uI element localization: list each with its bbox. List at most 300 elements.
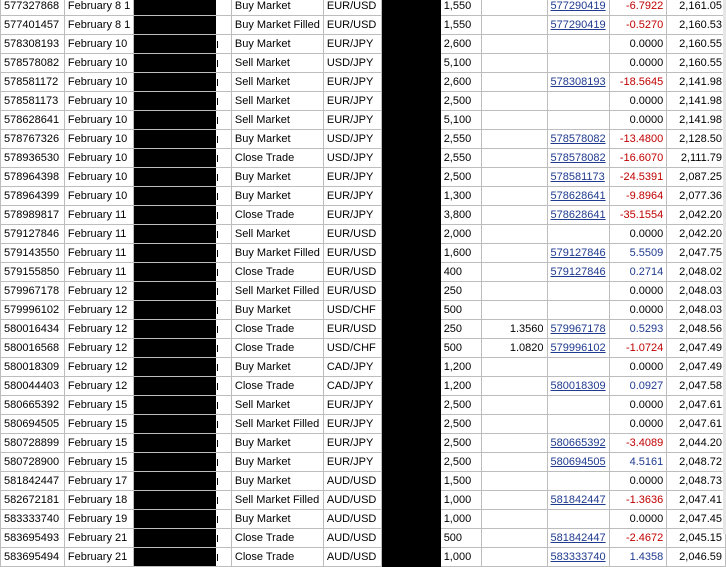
price-cell[interactable] bbox=[482, 282, 547, 301]
pair-cell[interactable]: AUD/USD bbox=[323, 472, 381, 491]
size-cell[interactable]: 1,000 bbox=[440, 510, 482, 529]
price-cell[interactable] bbox=[482, 187, 547, 206]
size-cell[interactable]: 2,600 bbox=[440, 35, 482, 54]
redacted-cell[interactable] bbox=[381, 301, 440, 320]
action-cell[interactable]: Buy Market bbox=[231, 358, 323, 377]
size-cell[interactable]: 1,200 bbox=[440, 358, 482, 377]
pair-cell[interactable]: EUR/USD bbox=[323, 0, 381, 16]
reference-cell[interactable] bbox=[547, 54, 610, 73]
redacted-cell[interactable] bbox=[381, 472, 440, 491]
order-id-cell[interactable]: 578936530 bbox=[1, 149, 65, 168]
balance-cell[interactable]: 2,047.49 bbox=[667, 358, 726, 377]
profit-loss-cell[interactable]: 0.0000 bbox=[610, 415, 667, 434]
action-cell[interactable]: Buy Market bbox=[231, 130, 323, 149]
action-cell[interactable]: Sell Market bbox=[231, 225, 323, 244]
profit-loss-cell[interactable]: -35.1554 bbox=[610, 206, 667, 225]
action-cell[interactable]: Buy Market bbox=[231, 434, 323, 453]
date-cell[interactable]: February 10 bbox=[64, 35, 133, 54]
table-row[interactable] bbox=[1, 244, 726, 263]
redacted-cell[interactable] bbox=[381, 149, 440, 168]
size-cell[interactable]: 1,000 bbox=[440, 491, 482, 510]
profit-loss-cell[interactable]: -16.6070 bbox=[610, 149, 667, 168]
table-row[interactable] bbox=[1, 35, 726, 54]
action-cell[interactable]: Buy Market bbox=[231, 472, 323, 491]
redacted-cell[interactable] bbox=[134, 225, 232, 244]
profit-loss-cell[interactable]: 0.0000 bbox=[610, 282, 667, 301]
action-cell[interactable]: Sell Market bbox=[231, 111, 323, 130]
pair-cell[interactable]: EUR/JPY bbox=[323, 206, 381, 225]
profit-loss-cell[interactable]: 1.4358 bbox=[610, 548, 667, 567]
pair-cell[interactable]: USD/CHF bbox=[323, 339, 381, 358]
redacted-cell[interactable] bbox=[134, 415, 232, 434]
profit-loss-cell[interactable]: 0.0927 bbox=[610, 377, 667, 396]
redacted-cell[interactable] bbox=[381, 415, 440, 434]
size-cell[interactable]: 5,100 bbox=[440, 111, 482, 130]
table-row[interactable] bbox=[1, 301, 726, 320]
order-id-cell[interactable]: 577327868 bbox=[1, 0, 65, 16]
profit-loss-cell[interactable]: 0.0000 bbox=[610, 510, 667, 529]
redacted-cell[interactable] bbox=[134, 206, 232, 225]
balance-cell[interactable]: 2,141.98 bbox=[667, 92, 726, 111]
profit-loss-cell[interactable]: 0.5293 bbox=[610, 320, 667, 339]
pair-cell[interactable]: EUR/JPY bbox=[323, 415, 381, 434]
profit-loss-cell[interactable]: 0.0000 bbox=[610, 92, 667, 111]
reference-cell[interactable]: 577290419 bbox=[547, 16, 610, 35]
price-cell[interactable] bbox=[482, 377, 547, 396]
balance-cell[interactable]: 2,047.61 bbox=[667, 396, 726, 415]
redacted-cell[interactable] bbox=[134, 54, 232, 73]
size-cell[interactable]: 500 bbox=[440, 301, 482, 320]
price-cell[interactable] bbox=[482, 510, 547, 529]
order-id-cell[interactable]: 579155850 bbox=[1, 263, 65, 282]
price-cell[interactable] bbox=[482, 453, 547, 472]
date-cell[interactable]: February 10 bbox=[64, 130, 133, 149]
price-cell[interactable] bbox=[482, 168, 547, 187]
date-cell[interactable]: February 11 bbox=[64, 225, 133, 244]
profit-loss-cell[interactable]: 0.0000 bbox=[610, 54, 667, 73]
reference-cell[interactable]: 579127846 bbox=[547, 244, 610, 263]
table-row[interactable] bbox=[1, 149, 726, 168]
size-cell[interactable]: 1,600 bbox=[440, 244, 482, 263]
date-cell[interactable]: February 12 bbox=[64, 377, 133, 396]
profit-loss-cell[interactable]: 0.0000 bbox=[610, 472, 667, 491]
balance-cell[interactable]: 2,048.56 bbox=[667, 320, 726, 339]
redacted-cell[interactable] bbox=[381, 225, 440, 244]
reference-cell[interactable]: 578581173 bbox=[547, 168, 610, 187]
size-cell[interactable]: 2,600 bbox=[440, 73, 482, 92]
size-cell[interactable]: 1,200 bbox=[440, 377, 482, 396]
redacted-cell[interactable] bbox=[134, 16, 232, 35]
table-row[interactable] bbox=[1, 168, 726, 187]
redacted-cell[interactable] bbox=[381, 434, 440, 453]
redacted-cell[interactable] bbox=[381, 491, 440, 510]
table-row[interactable] bbox=[1, 206, 726, 225]
date-cell[interactable]: February 19 bbox=[64, 510, 133, 529]
action-cell[interactable]: Sell Market bbox=[231, 92, 323, 111]
price-cell[interactable] bbox=[482, 16, 547, 35]
size-cell[interactable]: 2,500 bbox=[440, 168, 482, 187]
pair-cell[interactable]: EUR/JPY bbox=[323, 168, 381, 187]
size-cell[interactable]: 2,500 bbox=[440, 396, 482, 415]
order-id-cell[interactable]: 578964398 bbox=[1, 168, 65, 187]
balance-cell[interactable]: 2,042.20 bbox=[667, 206, 726, 225]
reference-cell[interactable]: 578628641 bbox=[547, 206, 610, 225]
table-row[interactable] bbox=[1, 282, 726, 301]
table-row[interactable] bbox=[1, 472, 726, 491]
table-row[interactable] bbox=[1, 510, 726, 529]
order-id-cell[interactable]: 581842447 bbox=[1, 472, 65, 491]
balance-cell[interactable]: 2,047.49 bbox=[667, 339, 726, 358]
action-cell[interactable]: Close Trade bbox=[231, 206, 323, 225]
balance-cell[interactable]: 2,047.58 bbox=[667, 377, 726, 396]
price-cell[interactable] bbox=[482, 130, 547, 149]
table-row[interactable] bbox=[1, 453, 726, 472]
reference-cell[interactable]: 579967178 bbox=[547, 320, 610, 339]
balance-cell[interactable]: 2,047.41 bbox=[667, 491, 726, 510]
date-cell[interactable]: February 12 bbox=[64, 282, 133, 301]
date-cell[interactable]: February 10 bbox=[64, 92, 133, 111]
table-row[interactable] bbox=[1, 377, 726, 396]
redacted-cell[interactable] bbox=[381, 396, 440, 415]
table-row[interactable] bbox=[1, 491, 726, 510]
redacted-cell[interactable] bbox=[134, 73, 232, 92]
profit-loss-cell[interactable]: 0.0000 bbox=[610, 358, 667, 377]
reference-cell[interactable] bbox=[547, 415, 610, 434]
reference-cell[interactable] bbox=[547, 472, 610, 491]
redacted-cell[interactable] bbox=[381, 510, 440, 529]
profit-loss-cell[interactable]: -1.0724 bbox=[610, 339, 667, 358]
size-cell[interactable]: 1,500 bbox=[440, 472, 482, 491]
table-row[interactable] bbox=[1, 396, 726, 415]
table-row[interactable] bbox=[1, 16, 726, 35]
profit-loss-cell[interactable]: -24.5391 bbox=[610, 168, 667, 187]
size-cell[interactable]: 2,550 bbox=[440, 149, 482, 168]
order-id-cell[interactable]: 580016434 bbox=[1, 320, 65, 339]
reference-cell[interactable]: 578308193 bbox=[547, 73, 610, 92]
reference-cell[interactable]: 578578082 bbox=[547, 149, 610, 168]
order-id-cell[interactable]: 578989817 bbox=[1, 206, 65, 225]
price-cell[interactable] bbox=[482, 301, 547, 320]
balance-cell[interactable]: 2,087.25 bbox=[667, 168, 726, 187]
action-cell[interactable]: Close Trade bbox=[231, 263, 323, 282]
redacted-cell[interactable] bbox=[381, 548, 440, 567]
profit-loss-cell[interactable]: -3.4089 bbox=[610, 434, 667, 453]
balance-cell[interactable]: 2,077.36 bbox=[667, 187, 726, 206]
pair-cell[interactable]: EUR/JPY bbox=[323, 453, 381, 472]
redacted-cell[interactable] bbox=[134, 453, 232, 472]
action-cell[interactable]: Close Trade bbox=[231, 548, 323, 567]
size-cell[interactable]: 500 bbox=[440, 529, 482, 548]
date-cell[interactable]: February 10 bbox=[64, 168, 133, 187]
table-row[interactable] bbox=[1, 225, 726, 244]
action-cell[interactable]: Sell Market Filled bbox=[231, 415, 323, 434]
action-cell[interactable]: Buy Market Filled bbox=[231, 16, 323, 35]
pair-cell[interactable]: EUR/JPY bbox=[323, 92, 381, 111]
price-cell[interactable]: 1.0820 bbox=[482, 339, 547, 358]
reference-cell[interactable]: 580694505 bbox=[547, 453, 610, 472]
balance-cell[interactable]: 2,048.03 bbox=[667, 301, 726, 320]
profit-loss-cell[interactable]: 0.0000 bbox=[610, 225, 667, 244]
order-id-cell[interactable]: 579143550 bbox=[1, 244, 65, 263]
redacted-cell[interactable] bbox=[134, 548, 232, 567]
reference-cell[interactable] bbox=[547, 111, 610, 130]
redacted-cell[interactable] bbox=[134, 339, 232, 358]
order-id-cell[interactable]: 580044403 bbox=[1, 377, 65, 396]
profit-loss-cell[interactable]: 0.0000 bbox=[610, 301, 667, 320]
order-id-cell[interactable]: 578581173 bbox=[1, 92, 65, 111]
redacted-cell[interactable] bbox=[134, 130, 232, 149]
pair-cell[interactable]: AUD/USD bbox=[323, 529, 381, 548]
redacted-cell[interactable] bbox=[134, 92, 232, 111]
date-cell[interactable]: February 10 bbox=[64, 111, 133, 130]
action-cell[interactable]: Sell Market bbox=[231, 396, 323, 415]
price-cell[interactable] bbox=[482, 415, 547, 434]
redacted-cell[interactable] bbox=[381, 168, 440, 187]
pair-cell[interactable]: EUR/USD bbox=[323, 320, 381, 339]
balance-cell[interactable]: 2,141.98 bbox=[667, 73, 726, 92]
profit-loss-cell[interactable]: 0.0000 bbox=[610, 396, 667, 415]
price-cell[interactable]: 1.3560 bbox=[482, 320, 547, 339]
pair-cell[interactable]: EUR/JPY bbox=[323, 73, 381, 92]
action-cell[interactable]: Sell Market Filled bbox=[231, 282, 323, 301]
pair-cell[interactable]: USD/JPY bbox=[323, 54, 381, 73]
redacted-cell[interactable] bbox=[134, 510, 232, 529]
redacted-cell[interactable] bbox=[134, 149, 232, 168]
balance-cell[interactable]: 2,048.02 bbox=[667, 263, 726, 282]
pair-cell[interactable]: EUR/USD bbox=[323, 282, 381, 301]
redacted-cell[interactable] bbox=[134, 244, 232, 263]
date-cell[interactable]: February 10 bbox=[64, 187, 133, 206]
price-cell[interactable] bbox=[482, 54, 547, 73]
pair-cell[interactable]: EUR/USD bbox=[323, 16, 381, 35]
balance-cell[interactable]: 2,042.20 bbox=[667, 225, 726, 244]
table-row[interactable] bbox=[1, 529, 726, 548]
date-cell[interactable]: February 11 bbox=[64, 206, 133, 225]
profit-loss-cell[interactable]: 4.5161 bbox=[610, 453, 667, 472]
profit-loss-cell[interactable]: 0.0000 bbox=[610, 111, 667, 130]
pair-cell[interactable]: EUR/JPY bbox=[323, 434, 381, 453]
redacted-cell[interactable] bbox=[381, 358, 440, 377]
balance-cell[interactable]: 2,141.98 bbox=[667, 111, 726, 130]
redacted-cell[interactable] bbox=[134, 111, 232, 130]
order-id-cell[interactable]: 580728900 bbox=[1, 453, 65, 472]
reference-cell[interactable]: 577290419 bbox=[547, 0, 610, 16]
date-cell[interactable]: February 11 bbox=[64, 263, 133, 282]
price-cell[interactable] bbox=[482, 225, 547, 244]
table-row[interactable] bbox=[1, 434, 726, 453]
balance-cell[interactable]: 2,111.79 bbox=[667, 149, 726, 168]
reference-cell[interactable]: 581842447 bbox=[547, 491, 610, 510]
redacted-cell[interactable] bbox=[381, 130, 440, 149]
price-cell[interactable] bbox=[482, 206, 547, 225]
date-cell[interactable]: February 11 bbox=[64, 244, 133, 263]
pair-cell[interactable]: AUD/USD bbox=[323, 548, 381, 567]
redacted-cell[interactable] bbox=[381, 244, 440, 263]
order-id-cell[interactable]: 583695493 bbox=[1, 529, 65, 548]
date-cell[interactable]: February 15 bbox=[64, 415, 133, 434]
price-cell[interactable] bbox=[482, 396, 547, 415]
date-cell[interactable]: February 10 bbox=[64, 73, 133, 92]
size-cell[interactable]: 5,100 bbox=[440, 54, 482, 73]
order-id-cell[interactable]: 577401457 bbox=[1, 16, 65, 35]
price-cell[interactable] bbox=[482, 491, 547, 510]
pair-cell[interactable]: EUR/JPY bbox=[323, 111, 381, 130]
action-cell[interactable]: Buy Market bbox=[231, 301, 323, 320]
redacted-cell[interactable] bbox=[134, 187, 232, 206]
redacted-cell[interactable] bbox=[381, 320, 440, 339]
table-row[interactable] bbox=[1, 415, 726, 434]
order-id-cell[interactable]: 580665392 bbox=[1, 396, 65, 415]
size-cell[interactable]: 2,000 bbox=[440, 225, 482, 244]
date-cell[interactable]: February 10 bbox=[64, 149, 133, 168]
profit-loss-cell[interactable]: 5.5509 bbox=[610, 244, 667, 263]
redacted-cell[interactable] bbox=[134, 377, 232, 396]
redacted-cell[interactable] bbox=[381, 187, 440, 206]
reference-cell[interactable]: 580018309 bbox=[547, 377, 610, 396]
price-cell[interactable] bbox=[482, 358, 547, 377]
date-cell[interactable]: February 8 1 bbox=[64, 16, 133, 35]
table-row[interactable] bbox=[1, 0, 726, 16]
redacted-cell[interactable] bbox=[381, 92, 440, 111]
action-cell[interactable]: Buy Market Filled bbox=[231, 244, 323, 263]
price-cell[interactable] bbox=[482, 434, 547, 453]
pair-cell[interactable]: EUR/USD bbox=[323, 225, 381, 244]
table-row[interactable] bbox=[1, 358, 726, 377]
reference-cell[interactable]: 578578082 bbox=[547, 130, 610, 149]
date-cell[interactable]: February 17 bbox=[64, 472, 133, 491]
pair-cell[interactable]: CAD/JPY bbox=[323, 377, 381, 396]
balance-cell[interactable]: 2,048.72 bbox=[667, 453, 726, 472]
action-cell[interactable]: Close Trade bbox=[231, 339, 323, 358]
price-cell[interactable] bbox=[482, 472, 547, 491]
action-cell[interactable]: Close Trade bbox=[231, 377, 323, 396]
price-cell[interactable] bbox=[482, 92, 547, 111]
order-id-cell[interactable]: 583333740 bbox=[1, 510, 65, 529]
price-cell[interactable] bbox=[482, 529, 547, 548]
redacted-cell[interactable] bbox=[381, 73, 440, 92]
action-cell[interactable]: Buy Market bbox=[231, 35, 323, 54]
pair-cell[interactable]: EUR/JPY bbox=[323, 35, 381, 54]
redacted-cell[interactable] bbox=[134, 168, 232, 187]
order-id-cell[interactable]: 579127846 bbox=[1, 225, 65, 244]
balance-cell[interactable]: 2,160.55 bbox=[667, 54, 726, 73]
date-cell[interactable]: February 21 bbox=[64, 548, 133, 567]
date-cell[interactable]: February 15 bbox=[64, 434, 133, 453]
action-cell[interactable]: Close Trade bbox=[231, 529, 323, 548]
pair-cell[interactable]: EUR/USD bbox=[323, 244, 381, 263]
pair-cell[interactable]: EUR/JPY bbox=[323, 187, 381, 206]
table-row[interactable] bbox=[1, 73, 726, 92]
profit-loss-cell[interactable]: 0.2714 bbox=[610, 263, 667, 282]
date-cell[interactable]: February 15 bbox=[64, 396, 133, 415]
price-cell[interactable] bbox=[482, 35, 547, 54]
profit-loss-cell[interactable]: -13.4800 bbox=[610, 130, 667, 149]
table-row[interactable] bbox=[1, 187, 726, 206]
action-cell[interactable]: Buy Market bbox=[231, 510, 323, 529]
redacted-cell[interactable] bbox=[134, 434, 232, 453]
size-cell[interactable]: 250 bbox=[440, 320, 482, 339]
size-cell[interactable]: 2,500 bbox=[440, 92, 482, 111]
redacted-cell[interactable] bbox=[381, 0, 440, 16]
size-cell[interactable]: 1,000 bbox=[440, 548, 482, 567]
profit-loss-cell[interactable]: 0.0000 bbox=[610, 35, 667, 54]
redacted-cell[interactable] bbox=[134, 0, 232, 16]
table-row[interactable] bbox=[1, 320, 726, 339]
table-row[interactable] bbox=[1, 548, 726, 567]
price-cell[interactable] bbox=[482, 244, 547, 263]
order-id-cell[interactable]: 583695494 bbox=[1, 548, 65, 567]
reference-cell[interactable]: 579996102 bbox=[547, 339, 610, 358]
redacted-cell[interactable] bbox=[381, 35, 440, 54]
reference-cell[interactable]: 581842447 bbox=[547, 529, 610, 548]
pair-cell[interactable]: CAD/JPY bbox=[323, 358, 381, 377]
size-cell[interactable]: 2,500 bbox=[440, 453, 482, 472]
order-id-cell[interactable]: 579967178 bbox=[1, 282, 65, 301]
order-id-cell[interactable]: 578308193 bbox=[1, 35, 65, 54]
balance-cell[interactable]: 2,048.03 bbox=[667, 282, 726, 301]
redacted-cell[interactable] bbox=[381, 339, 440, 358]
balance-cell[interactable]: 2,044.20 bbox=[667, 434, 726, 453]
balance-cell[interactable]: 2,046.59 bbox=[667, 548, 726, 567]
size-cell[interactable]: 400 bbox=[440, 263, 482, 282]
price-cell[interactable] bbox=[482, 111, 547, 130]
action-cell[interactable]: Buy Market bbox=[231, 0, 323, 16]
pair-cell[interactable]: EUR/USD bbox=[323, 263, 381, 282]
reference-cell[interactable] bbox=[547, 225, 610, 244]
redacted-cell[interactable] bbox=[134, 263, 232, 282]
pair-cell[interactable]: USD/JPY bbox=[323, 130, 381, 149]
balance-cell[interactable]: 2,047.75 bbox=[667, 244, 726, 263]
order-id-cell[interactable]: 578767326 bbox=[1, 130, 65, 149]
table-row[interactable] bbox=[1, 339, 726, 358]
reference-cell[interactable] bbox=[547, 301, 610, 320]
action-cell[interactable]: Sell Market bbox=[231, 54, 323, 73]
reference-cell[interactable] bbox=[547, 282, 610, 301]
profit-loss-cell[interactable]: -6.7922 bbox=[610, 0, 667, 16]
pair-cell[interactable]: AUD/USD bbox=[323, 510, 381, 529]
order-id-cell[interactable]: 580728899 bbox=[1, 434, 65, 453]
size-cell[interactable]: 1,300 bbox=[440, 187, 482, 206]
redacted-cell[interactable] bbox=[134, 301, 232, 320]
price-cell[interactable] bbox=[482, 263, 547, 282]
table-row[interactable] bbox=[1, 54, 726, 73]
action-cell[interactable]: Sell Market Filled bbox=[231, 491, 323, 510]
redacted-cell[interactable] bbox=[381, 282, 440, 301]
size-cell[interactable]: 1,550 bbox=[440, 0, 482, 16]
reference-cell[interactable]: 579127846 bbox=[547, 263, 610, 282]
size-cell[interactable]: 3,800 bbox=[440, 206, 482, 225]
price-cell[interactable] bbox=[482, 548, 547, 567]
action-cell[interactable]: Close Trade bbox=[231, 149, 323, 168]
balance-cell[interactable]: 2,161.05 bbox=[667, 0, 726, 16]
balance-cell[interactable]: 2,047.61 bbox=[667, 415, 726, 434]
date-cell[interactable]: February 10 bbox=[64, 54, 133, 73]
table-row[interactable] bbox=[1, 111, 726, 130]
pair-cell[interactable]: USD/JPY bbox=[323, 149, 381, 168]
profit-loss-cell[interactable]: -0.5270 bbox=[610, 16, 667, 35]
order-id-cell[interactable]: 580694505 bbox=[1, 415, 65, 434]
date-cell[interactable]: February 15 bbox=[64, 453, 133, 472]
reference-cell[interactable]: 578628641 bbox=[547, 187, 610, 206]
date-cell[interactable]: February 12 bbox=[64, 339, 133, 358]
size-cell[interactable]: 2,550 bbox=[440, 130, 482, 149]
size-cell[interactable]: 500 bbox=[440, 339, 482, 358]
redacted-cell[interactable] bbox=[381, 54, 440, 73]
table-row[interactable] bbox=[1, 263, 726, 282]
redacted-cell[interactable] bbox=[381, 529, 440, 548]
action-cell[interactable]: Close Trade bbox=[231, 320, 323, 339]
size-cell[interactable]: 2,500 bbox=[440, 434, 482, 453]
